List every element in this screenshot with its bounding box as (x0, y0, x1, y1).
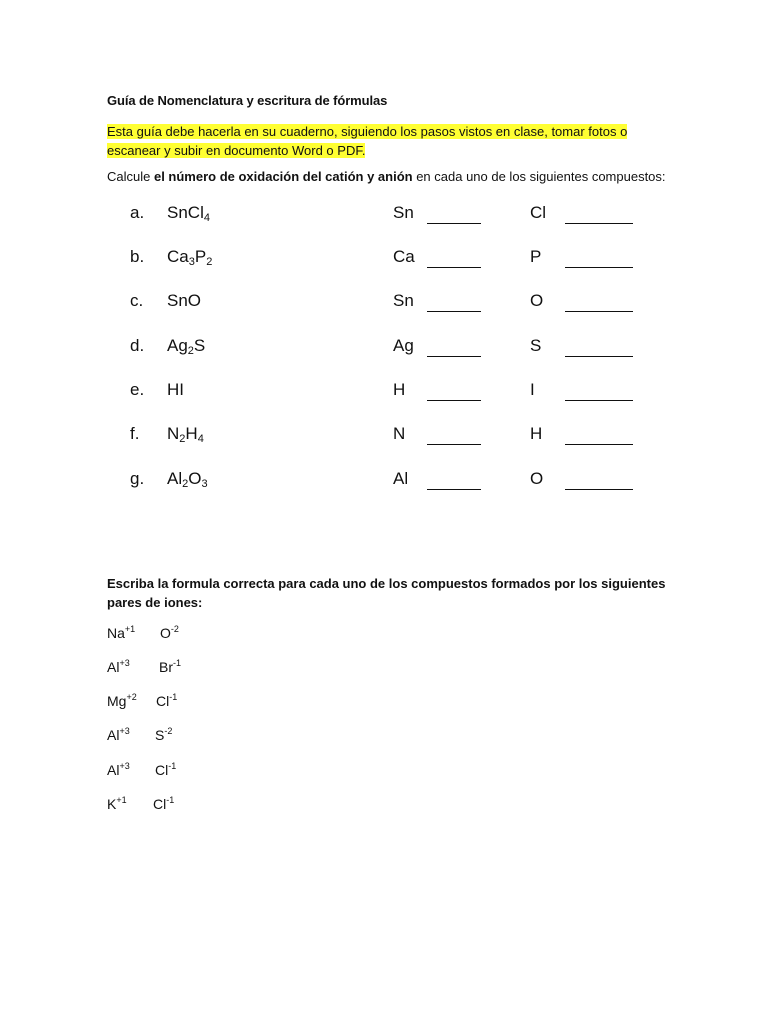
item-letter: e. (130, 380, 145, 399)
cation-answer-blank[interactable] (427, 444, 481, 445)
ion-pair (107, 796, 307, 818)
item-letter: c. (130, 291, 144, 310)
cation-answer-blank[interactable] (427, 400, 481, 401)
item-letter: g. (130, 469, 145, 488)
cation-ion: $Al^{+3}$ (107, 761, 130, 778)
ion-pair (107, 693, 307, 715)
compound-formula: HI (167, 380, 184, 399)
anion-answer-blank[interactable] (565, 356, 633, 357)
cation-symbol: Sn (393, 291, 414, 310)
anion-answer-blank[interactable] (565, 489, 633, 490)
anion-symbol: H (530, 424, 543, 443)
ion-pair (107, 625, 307, 647)
cation-answer-blank[interactable] (427, 311, 481, 312)
instructions-text (107, 122, 667, 160)
anion-answer-blank[interactable] (565, 400, 633, 401)
compound-row (0, 469, 768, 497)
compound-formula: $Ag_2S$ (167, 336, 206, 357)
cation-answer-blank[interactable] (427, 223, 481, 224)
cation-ion: $K^{+1}$ (107, 795, 127, 812)
compound-formula: SnCl$_4$ (167, 203, 210, 224)
item-letter: a. (130, 203, 145, 222)
compound-row (0, 336, 768, 364)
cation-answer-blank[interactable] (427, 267, 481, 268)
anion-ion: $Cl^{-1}$ (155, 761, 177, 778)
ion-pair (107, 659, 307, 681)
anion-answer-blank[interactable] (565, 223, 633, 224)
cation-symbol: Al (393, 469, 409, 488)
exercise-2-instructions: Escriba la formula correcta para cada uno de los compuestos formados por los siguientes pares de iones: (107, 576, 666, 610)
compound-formula: $Al_2O_3$ (167, 469, 208, 490)
anion-symbol: S (530, 336, 542, 355)
anion-ion: $Cl^{-1}$ (156, 692, 178, 709)
cation-ion: $Al^{+3}$ (107, 726, 130, 743)
anion-ion: $Br^{-1}$ (159, 658, 182, 675)
anion-symbol: P (530, 247, 542, 266)
cation-ion: $Mg^{+2}$ (107, 692, 137, 709)
compound-row (0, 291, 768, 319)
anion-answer-blank[interactable] (565, 311, 633, 312)
compound-formula: $N_2H_4$ (167, 424, 204, 445)
anion-ion: $S^{-2}$ (155, 726, 173, 743)
ion-pair (107, 762, 307, 784)
item-letter: f. (130, 424, 140, 443)
compound-row (0, 203, 768, 231)
anion-ion: $O^{-2}$ (160, 624, 179, 641)
anion-symbol: Cl (530, 203, 547, 222)
item-letter: d. (130, 336, 145, 355)
compound-formula: $Ca_3P_2$ (167, 247, 213, 268)
anion-answer-blank[interactable] (565, 444, 633, 445)
cation-symbol: Ca (393, 247, 415, 266)
cation-answer-blank[interactable] (427, 489, 481, 490)
ion-pair (107, 727, 307, 749)
compound-row (0, 247, 768, 275)
cation-symbol: N (393, 424, 406, 443)
anion-symbol: O (530, 469, 544, 488)
intro-bold: el número de oxidación del catión y anión (153, 169, 413, 184)
page-title: Guía de Nomenclatura y escritura de fórmulas (107, 93, 388, 108)
exercise-1-intro: Calcule el número de oxidación del catión y anión en cada uno de los siguientes compuestos: (107, 169, 666, 184)
highlighted-instructions: Esta guía debe hacerla en su cuaderno, siguiendo los pasos vistos en clase, tomar fotos o escanear y subir en documento Word o PDF. (107, 124, 628, 158)
cation-ion: $Na^{+1}$ (107, 624, 136, 641)
cation-symbol: H (393, 380, 406, 399)
anion-symbol: I (530, 380, 535, 399)
compound-formula: SnO (167, 291, 202, 310)
anion-answer-blank[interactable] (565, 267, 633, 268)
compound-row (0, 424, 768, 452)
cation-answer-blank[interactable] (427, 356, 481, 357)
cation-symbol: Ag (393, 336, 414, 355)
cation-ion: $Al^{+3}$ (107, 658, 130, 675)
cation-symbol: Sn (393, 203, 414, 222)
anion-ion: $Cl^{-1}$ (153, 795, 175, 812)
compound-row (0, 380, 768, 408)
anion-symbol: O (530, 291, 544, 310)
item-letter: b. (130, 247, 145, 266)
